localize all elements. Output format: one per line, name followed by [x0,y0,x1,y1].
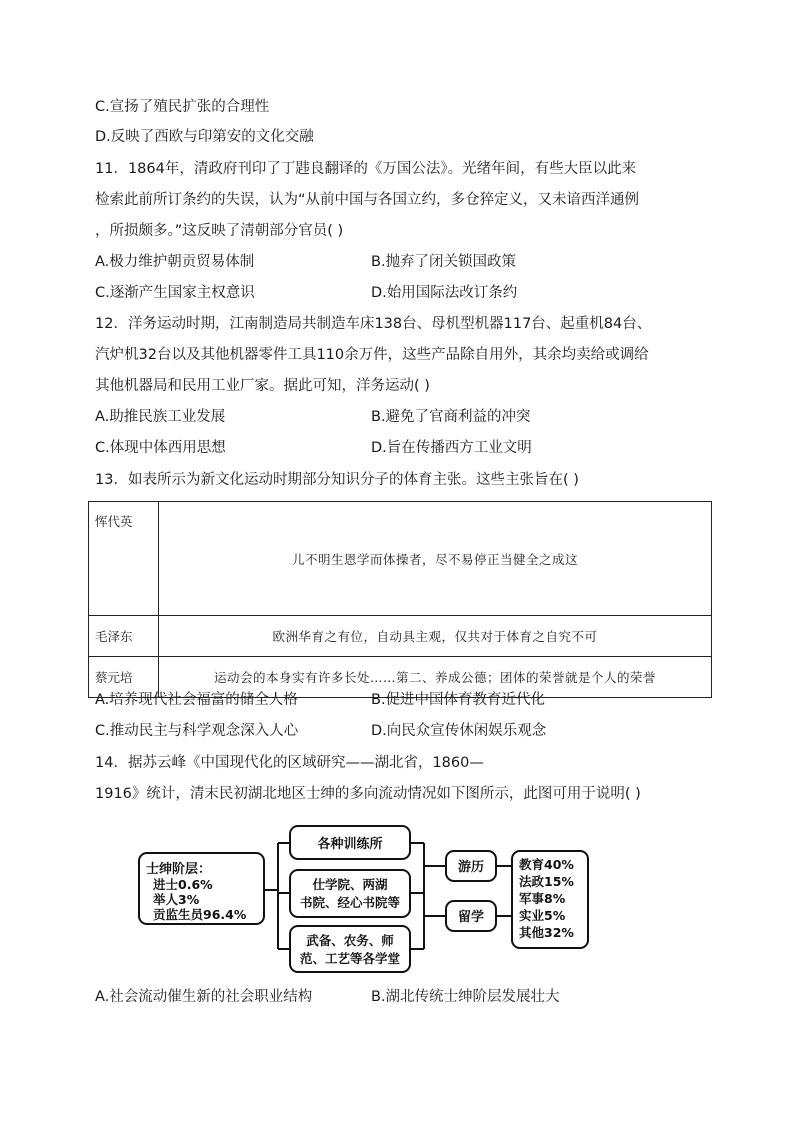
outcome-item: 军事8% [519,891,566,906]
q12-option-d[interactable]: D.旨在传播西方工业文明 [371,440,532,456]
institution-label-3b: 范、工艺等各学堂 [299,951,401,966]
table-cell-text: 儿不明生恩学而体操者，尽不易停正当健全之成这 [159,502,712,616]
q14-stem-line1: 14．据苏云峰《中国现代化的区域研究——湖北省，1860— [95,755,484,771]
q13-option-a[interactable]: A.培养现代社会福富的储全人格 [95,692,298,708]
q11-option-b[interactable]: B.抛弃了闭关锁国政策 [371,254,517,270]
outcome-item: 教育40% [519,857,574,872]
q14-option-a[interactable]: A.社会流动催生新的社会职业结构 [95,989,313,1005]
q12-option-a[interactable]: A.助推民族工业发展 [95,409,226,425]
q13-stem: 13．如表所示为新文化运动时期部分知识分子的体育主张。这些主张旨在( ) [95,472,579,488]
q12-stem-line3: 其他机器局和民用工业厂家。据此可知，洋务运动( ) [95,378,430,394]
q13-option-b[interactable]: B.促进中国体育教育近代化 [371,692,546,708]
gentry-item: 进士0.6% [153,877,213,892]
q11-option-d[interactable]: D.始用国际法改订条约 [371,285,518,301]
q10-option-c: C.宣扬了殖民扩张的合理性 [95,99,270,115]
q12-option-b[interactable]: B.避免了官商利益的冲突 [371,409,531,425]
outcome-item: 其他32% [519,925,574,940]
outcome-item: 法政15% [519,874,574,889]
q12-stem-line1: 12．洋务运动时期，江南制造局共制造车床138台、母机型机器117台、起重机84台、 [95,316,652,332]
table-cell-name: 毛泽东 [89,616,159,657]
q12-option-c[interactable]: C.体现中体西用思想 [95,440,226,456]
outcome-item: 实业5% [519,908,566,923]
q14-options-row1 [95,987,715,1009]
table-cell-name: 恽代英 [89,502,159,616]
q13-option-d[interactable]: D.向民众宣传休闲娱乐观念 [371,723,547,739]
gentry-item: 贡监生员96.4% [153,907,247,922]
q11-option-c[interactable]: C.逐渐产生国家主权意识 [95,285,255,301]
institution-label-1: 各种训练所 [317,837,383,852]
q14-stem-line2: 1916》统计，清末民初湖北地区士绅的多向流动情况如下图所示，此图可用于说明( ) [95,786,641,802]
institution-label-2b: 书院、经心书院等 [299,895,401,910]
gentry-title: 士绅阶层： [146,862,212,877]
institution-label-2a: 仕学院、两湖 [312,877,388,892]
q11-stem-line1: 11．1864年，清政府刊印了丁韪良翻译的《万国公法》。光绪年间，有些大臣以此来 [95,161,637,177]
q10-option-d: D.反映了西欧与印第安的文化交融 [95,129,314,145]
table-cell-text: 欧洲华育之有位，自动具主观，仅共对于体育之自究不可 [159,616,712,657]
q13-option-c[interactable]: C.推动民主与科学观念深入人心 [95,723,299,739]
path-label-2: 留学 [457,910,485,925]
path-label-1: 游历 [457,860,485,875]
q14-option-b[interactable]: B.湖北传统士绅阶层发展壮大 [371,989,560,1005]
table-cell-text: 运动会的本身实有许多长处……第二、养成公德；团体的荣誉就是个人的荣誉 [159,657,712,698]
gentry-item: 举人3% [153,892,200,907]
q11-stem-line3: ，所损颇多。”这反映了清朝部分官员( ) [95,223,344,239]
institution-label-3a: 武备、农务、师 [306,933,394,948]
table-cell-name: 蔡元培 [89,657,159,698]
q12-stem-line2: 汽炉机32台以及其他机器零件工具110余万件，这些产品除自用外，其余均卖给或调给 [95,347,649,363]
q11-stem-line2: 检索此前所订条约的失误，认为“从前中国与各国立约，多仓猝定义，又未谙西洋通例 [95,192,640,208]
q11-option-a[interactable]: A.极力维护朝贡贸易体制 [95,254,255,270]
